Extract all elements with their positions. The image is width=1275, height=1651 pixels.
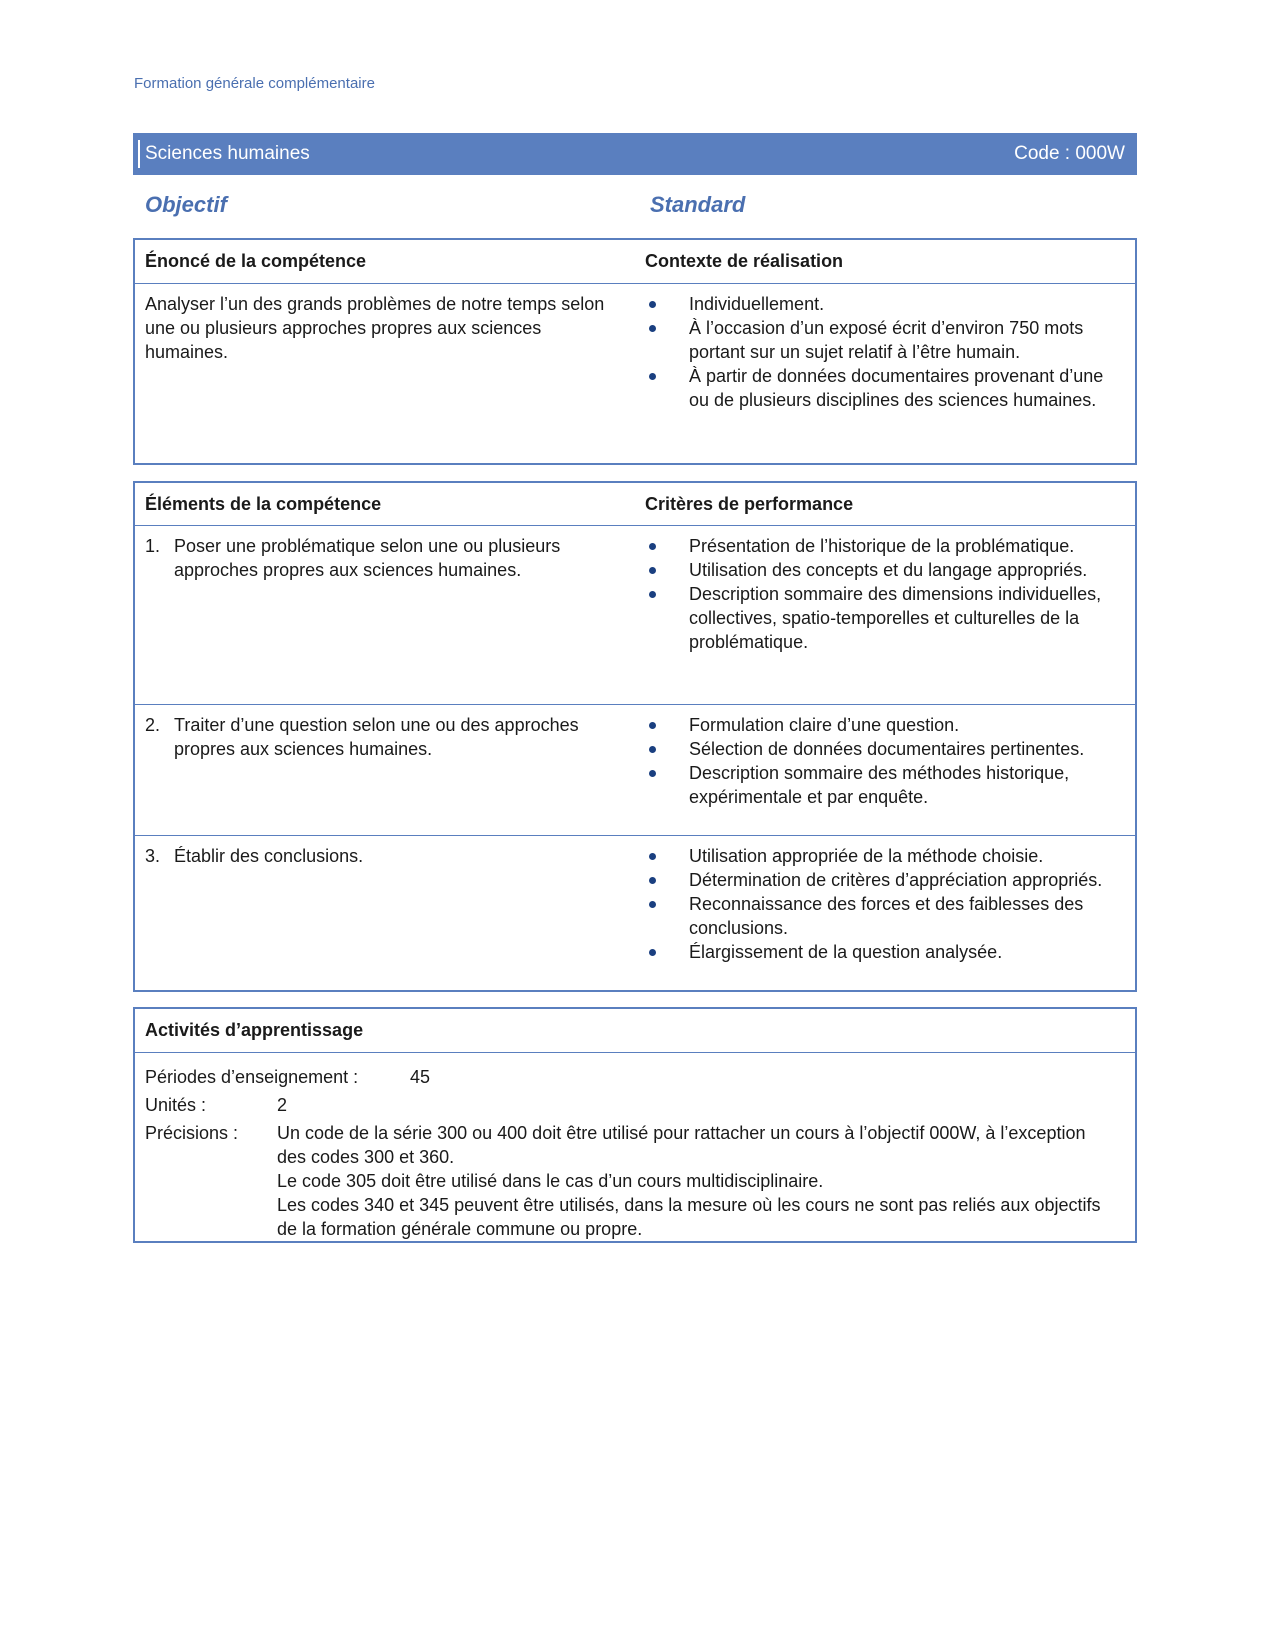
list-item: À partir de données documentaires provenant d’une ou de plusieurs disciplines des sciences humaines.: [645, 364, 1125, 412]
competence-statement-header: Énoncé de la compétence: [145, 251, 367, 271]
precisions-text: [277, 1121, 1107, 1241]
bullet-icon: [649, 853, 656, 860]
element-row-2: [135, 704, 1135, 835]
criteria-list-1: [645, 534, 1125, 654]
list-item: Formulation claire d’une question.: [645, 713, 1125, 737]
competence-header: [135, 240, 1135, 284]
periods-value: 45: [410, 1067, 431, 1087]
element-row-3: [135, 835, 1135, 991]
bullet-icon: [649, 949, 656, 956]
element-1: [145, 534, 615, 582]
course-code: Code : 000W: [1014, 143, 1125, 164]
activities-body: [135, 1053, 1135, 1242]
criteria-header-label: Critères de performance: [645, 494, 854, 514]
list-item: Reconnaissance des forces et des faiblesses des conclusions.: [645, 892, 1125, 940]
context-list: [645, 292, 1125, 412]
bullet-icon: [649, 770, 656, 777]
element-2: [145, 713, 615, 761]
precision-item: Le code 305 doit être utilisé dans le cas d’un cours multidisciplinaire.: [277, 1171, 824, 1191]
periods-label: Périodes d’enseignement :: [145, 1067, 359, 1087]
bullet-icon: [649, 746, 656, 753]
list-item: Présentation de l’historique de la problématique.: [645, 534, 1125, 558]
bullet-icon: [649, 877, 656, 884]
criteria-list-3: [645, 844, 1125, 964]
list-item: Description sommaire des dimensions individuelles, collectives, spatio-temporelles et culturelles de la problématique.: [645, 582, 1125, 654]
subject-title: Sciences humaines: [145, 143, 310, 164]
list-item: Détermination de critères d’appréciation appropriés.: [645, 868, 1125, 892]
competence-table: [133, 238, 1137, 465]
competence-row: [135, 284, 1135, 462]
bullet-icon: [649, 325, 656, 332]
bullet-icon: [649, 543, 656, 550]
competence-statement: Analyser l’un des grands problèmes de notre temps selon une ou plusieurs approches propres aux sciences humaines.: [145, 294, 605, 362]
precisions-label: Précisions :: [145, 1123, 239, 1143]
element-row-1: [135, 526, 1135, 704]
element-text: Établir des conclusions.: [174, 846, 364, 866]
elements-table: [133, 481, 1137, 992]
bullet-icon: [649, 901, 656, 908]
element-number: 1.: [145, 536, 161, 556]
title-bar-rule: [138, 140, 140, 168]
context-header: Contexte de réalisation: [645, 251, 844, 271]
criteria-list-2: [645, 713, 1125, 809]
list-item: Sélection de données documentaires pertinentes.: [645, 737, 1125, 761]
bullet-icon: [649, 722, 656, 729]
elements-header: [135, 483, 1135, 526]
element-number: 2.: [145, 715, 161, 735]
activities-header-label: Activités d’apprentissage: [145, 1020, 364, 1040]
activities-header: [135, 1009, 1135, 1053]
elements-header-label: Éléments de la compétence: [145, 494, 382, 514]
title-bar: [133, 133, 1137, 175]
list-item: Utilisation des concepts et du langage appropriés.: [645, 558, 1125, 582]
list-item: Élargissement de la question analysée.: [645, 940, 1125, 964]
list-item: À l’occasion d’un exposé écrit d’environ 750 mots portant sur un sujet relatif à l’être humain.: [645, 316, 1125, 364]
bullet-icon: [649, 567, 656, 574]
activities-table: [133, 1007, 1137, 1243]
bullet-icon: [649, 301, 656, 308]
list-item: Description sommaire des méthodes historique, expérimentale et par enquête.: [645, 761, 1125, 809]
precision-item: Un code de la série 300 ou 400 doit être utilisé pour rattacher un cours à l’objectif 000W, à l’exception des codes 300 et 360.: [277, 1123, 1086, 1167]
bullet-icon: [649, 373, 656, 380]
element-text: Poser une problématique selon une ou plusieurs approches propres aux sciences humaines.: [174, 536, 561, 580]
units-label: Unités :: [145, 1095, 207, 1115]
list-item: Individuellement.: [645, 292, 1125, 316]
running-head: Formation générale complémentaire: [134, 75, 375, 92]
element-text: Traiter d’une question selon une ou des approches propres aux sciences humaines.: [174, 715, 579, 759]
precision-item: Les codes 340 et 345 peuvent être utilisés, dans la mesure où les cours ne sont pas reliés aux objectifs de la formation générale commune ou propre.: [277, 1195, 1101, 1239]
standard-label: Standard: [650, 192, 746, 217]
units-value: 2: [277, 1095, 288, 1115]
bullet-icon: [649, 591, 656, 598]
objectif-label: Objectif: [145, 192, 227, 217]
list-item: Utilisation appropriée de la méthode choisie.: [645, 844, 1125, 868]
element-3: [145, 844, 615, 868]
element-number: 3.: [145, 846, 161, 866]
